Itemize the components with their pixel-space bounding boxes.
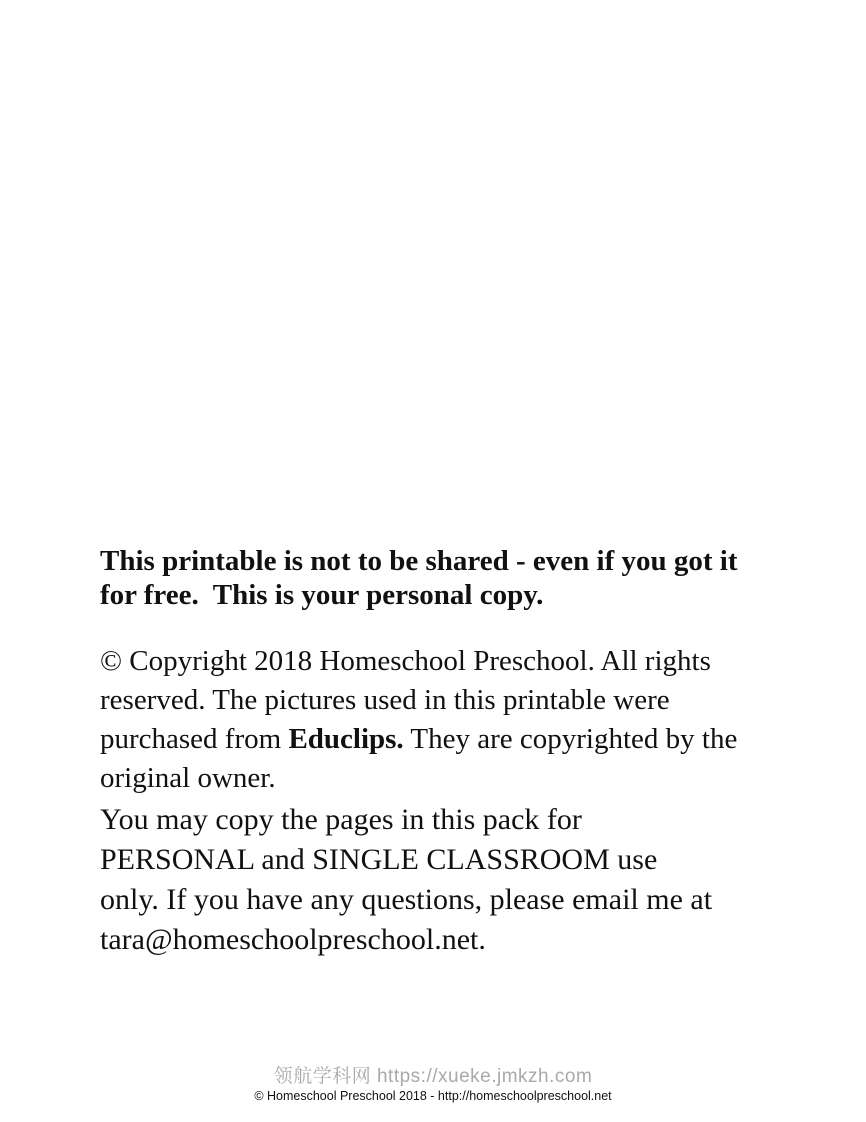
usage-line contact-email: tara@homeschoolpreschool.net. [100,923,486,956]
copyright-line-post: They are copyrighted by the [403,723,738,755]
usage-line: PERSONAL and SINGLE CLASSROOM use [100,843,658,876]
usage-paragraph [100,800,780,960]
watermark-text: 领航学科网 https://xueke.jmkzh.com [273,1066,593,1087]
usage-line: only. If you have any questions, please email me at [100,883,713,916]
footer-copyright-line: © Homeschool Preschool 2018 - http://homeschoolpreschool.net [254,1089,612,1103]
usage-line: You may copy the pages in this pack for [100,803,582,836]
heading-line: This printable is not to be shared - even if you got it [100,545,738,577]
copyright-line [100,720,780,759]
sharing-notice-heading [100,544,760,612]
copyright-paragraph [100,642,780,798]
heading-line: for free. This is your personal copy. [100,579,544,611]
copyright-line: original owner. [100,762,276,794]
copyright-line: reserved. The pictures used in this printable were [100,684,670,716]
copyright-line-pre: purchased from [100,723,289,755]
copyright-line: © Copyright 2018 Homeschool Preschool. All rights [100,645,711,677]
educlips-credit: Educlips. [288,723,404,755]
